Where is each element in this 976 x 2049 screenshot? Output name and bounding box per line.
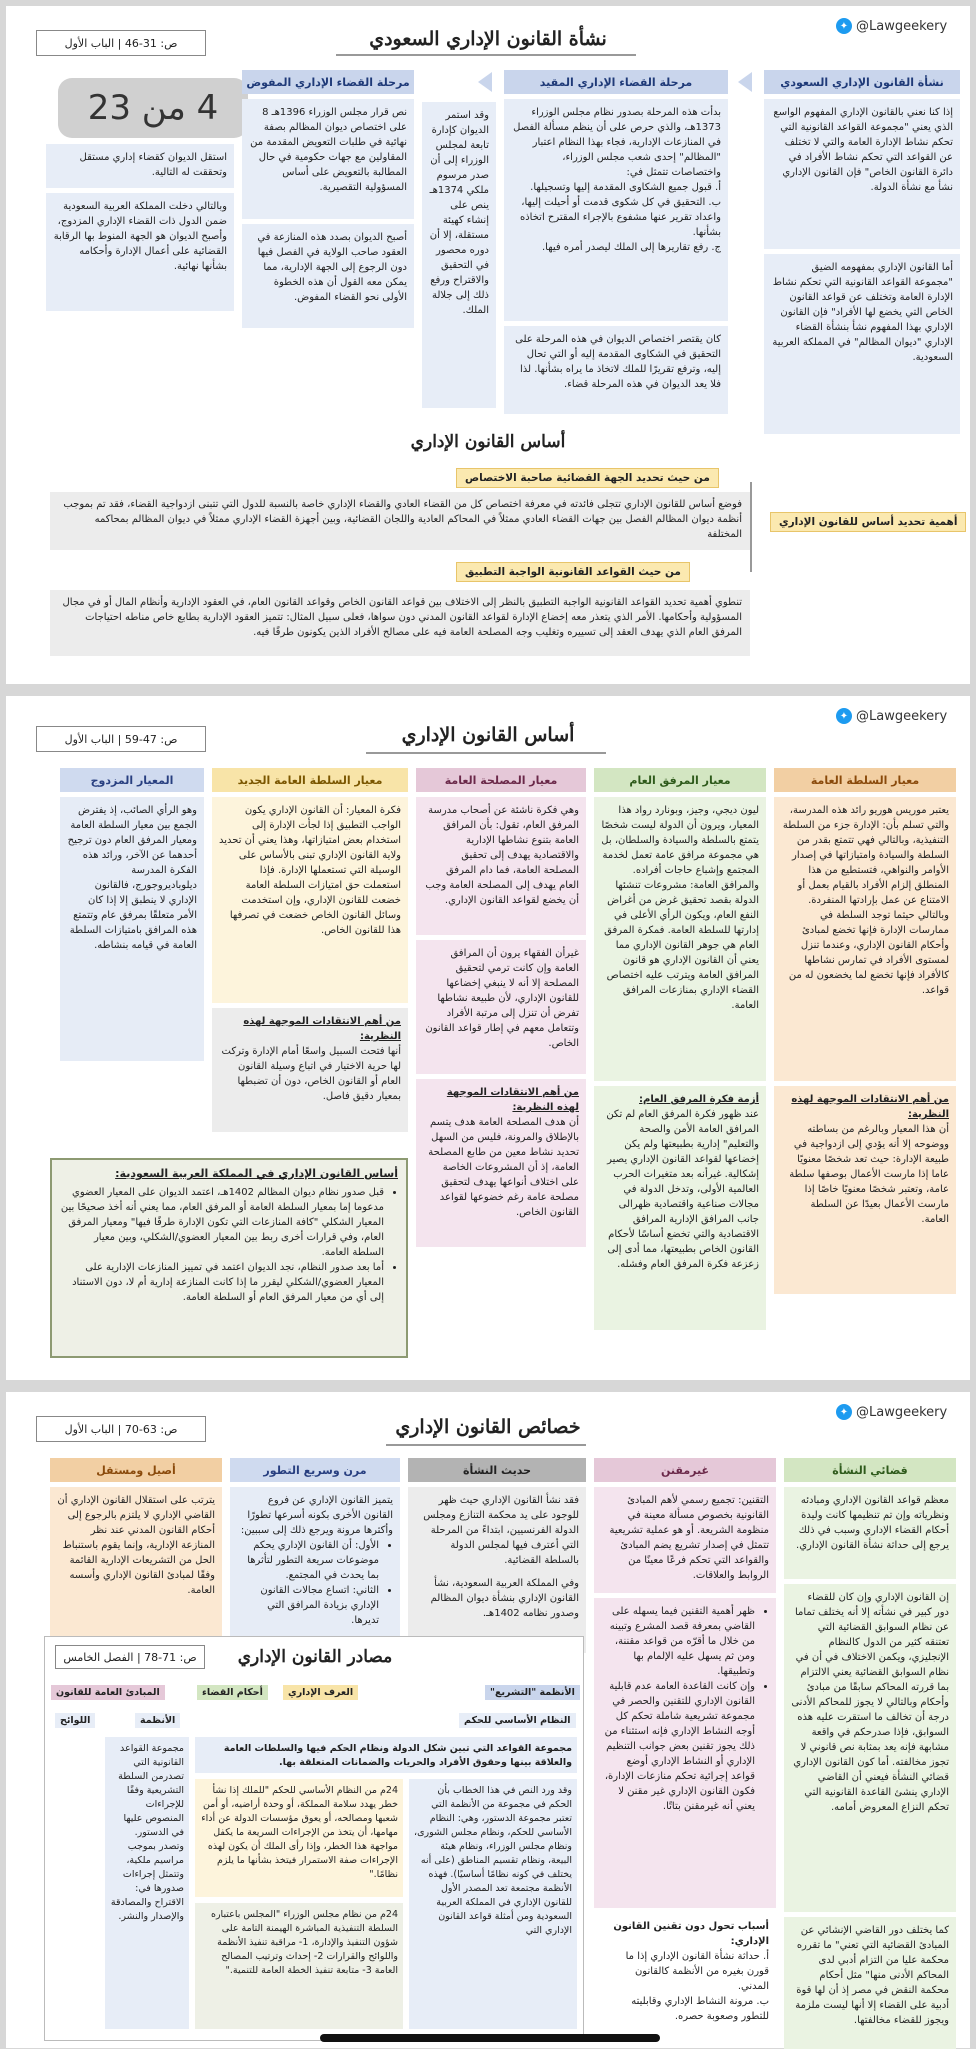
header-restricted: مرحلة القضاء الإداري المقيد (504, 70, 728, 94)
twitter-bird-icon: ✦ (836, 1404, 852, 1420)
header-uncodified: غيرمقنن (594, 1458, 776, 1482)
basic-law-definition: مجموعة القواعد التي تبين شكل الدولة ونظام الحكم فيها والسلطات العامة والعلاقة بينها وحقوق الأفراد والحريات والضمانات المتعلقة بها. (195, 1737, 577, 1773)
connector-line (750, 482, 752, 572)
brand-handle[interactable]: ✦ @Lawgeekery (836, 1404, 947, 1420)
arrow-left-icon (738, 72, 752, 92)
column-restricted (504, 70, 728, 414)
regulations-body: مجموعة القواعد القانونية التي تصدرمن السلطة التشريعية وفقًا للإجراءات المنصوص عليها في الدستور. وتصدر بموجب مراسيم ملكية، وتتمثل إجراءات صدورها في: الاقتراح والمصادقة والإصدار والنشر. (105, 1737, 189, 2029)
page-title: نشأة القانون الإداري السعودي (369, 28, 607, 50)
column-dual (60, 768, 204, 1061)
saudi-basis-box: أساس القانون الإداري في المملكة العربية السعودية: • قبل صدور نظام ديوان المظالم 1402هـ، اعتمد الديوان على المعيار العضوي مدعوما إما بمعيار السلطة العامة أو المرفق العام، مما يعني أنه أخذ صحيحًا بين المعيار الشكلي "كافة المنازعات التي تكون الإدارة طرفًا فيها" ومعيار المرفق العام، وفي قرارات أخرى ربط بين المعيار العضوي/الشكلي، وبين معيار السلطة العامة. • أما بعد صدور النظام، نجد الديوان اعتمد في تمييز المنازعات الإدارية على المعيار العضوي/الشكلي ليقرر ما إذا كانت المنازعة إدارية أم لا، دون الاستناد إلى أي من معيار المرفق العام أو السلطة العامة. (50, 1158, 408, 1358)
sources-panel (44, 1636, 584, 2041)
page-reference: ص: 47-59 | الباب الأول (36, 726, 206, 752)
restricted-body: بدأت هذه المرحلة بصدور نظام مجلس الوزراء 1373هـ، والذي حرص على أن ينظم مسألة الفصل في المنازعات الإدارية، فجاء بهذا النظام اعتبار "المظالم" إحدى شعب مجلس الوزراء، واختصاصات تتمثل في: أ. قبول جميع الشكاوى المقدمة إليها وتسجيلها. ب. التحقيق في كل شكوى قدمت أو أحيلت إليها، واعداد تقرير عنها مشفوع بالإجراء المقترح اتخاذه بشأنها. ج. رفع تقاريرها إلى الملك ليصدر أمره فيها. (504, 99, 728, 321)
header-public-interest: معيار المصلحة العامة (416, 768, 586, 792)
saudi-basis-item: • أما بعد صدور النظام، نجد الديوان اعتمد في تمييز المنازعات الإدارية على المعيار العضوي/الشكلي ليقرر ما إذا كانت المنازعة إدارية أم لا، دون الاستناد إلى أي من معيار المرفق العام أو السلطة العامة. (60, 1260, 384, 1305)
header-public-service: معيار المرفق العام (594, 768, 766, 792)
restricted-conclusion: كان يقتصر اختصاص الديوان في هذه المرحلة على التحقيق في الشكاوى المقدمة إليه أو التي تحال إليه، وترفع تقريرًا للملك لاتخاذ ما يراه بشأنها. لذا فلا يعد الديوان في هذه المرحلة قضاء. (504, 326, 728, 414)
uncodified-2: • ظهر أهمية التقنين فيما يسهله على القاضي بمعرفة قصد المشرع وتبينه من خلال ما أقرّه من قواعد مقننة، ومن ثم يسهل عليه الإلمام بها وتطبيقها. • وإن كانت القاعدة العامة عدم قابلية القانون الإداري للتقنين والحصر في مجموعة تشريعية شاملة تحكم كل أوجه النشاط الإداري فإنه استثناء من ذلك يجوز تقنين بعض جوانب التنظيم الإداري أو النشاط الإداري أوضع قواعد إجرائية تحكم منازعات الإدارة، فكون القانون الإداري غير مقنن لا يعني أنه غيرمقنن بتاتًا. (594, 1598, 776, 1908)
header-modern-origin: حديث النشأة (408, 1458, 586, 1482)
tag-jurisdiction: من حيث تحديد الجهة القضائية صاحبة الاختصاص (456, 468, 719, 488)
basis-title: أساس القانون الإداري (410, 432, 566, 452)
column-new-authority (212, 768, 408, 1132)
public-service-crisis: أزمة فكرة المرفق العام: عند ظهور فكرة المرفق العام لم تكن المرافق العامة الأمن والصحة والتعليم" إدارية بطبيعتها ولم يكن إخضاعها لقواعد القانون الإداري يصير إشكالية. غيرأنه بعد متغيرات الحرب العالمية الأولى، وتدخل الدولة في مجالات صناعية واقتصادية ظهرالى جانب المرافق الإدارية المرافق الاقتصادية والتي تخضع أساسًا لأحكام القانون الخاص بطبيعتها، مما أدى إلى زعزعة فكرة المرفق العام وفشله. (594, 1086, 766, 1330)
column-judicial-origin (784, 1458, 956, 2049)
column-uncodified (594, 1458, 776, 2022)
header-dual: المعيار المزدوج (60, 768, 204, 792)
page-1 (6, 6, 970, 684)
chip-regulations: الأنظمة (135, 1713, 180, 1728)
chip-bylaws: اللوائح (55, 1713, 95, 1728)
sources-reference: ص: 71-78 | الفصل الخامس (55, 1645, 205, 1669)
twitter-bird-icon: ✦ (836, 708, 852, 724)
public-interest-critique: من أهم الانتقادات الموجهة لهذه النظرية: أن هدف المصلحة العامة هدف يتسم بالإطلاق والمرونة، فليس من السهل تحديد نشاط معين من طابع المصلحة العامة، إذ أن المشروعات الخاصة على اختلاف أنواعها يهدف لتحقيق مصلحة عامة رغم خضوعها لقواعد القانون الخاص. (416, 1079, 586, 1247)
page-2 (6, 696, 970, 1380)
chip-custom: العرف الإداري (283, 1685, 358, 1700)
independent-2: وبالتالي دخلت المملكة العربية السعودية ضمن الدول ذات القضاء الإداري المزدوج، وأصبح الديوان هو الجهة المنوط بها الرقابة القضائية على أعمال الإدارة وأحكامه بشأنها نهائية. (46, 193, 234, 311)
header-independent: أصيل ومستقل (50, 1458, 222, 1482)
restricted-item: ج. رفع تقاريرها إلى الملك ليصدر أمره فيها. (542, 242, 721, 253)
flexible-body: يتميز القانون الإداري عن فروع القانون الأخرى بكونه أسرعها تطورًا وأكثرها مرونة ويرجع ذلك إلى سببين: • الأول: أن القانون الإداري يحكم موضوعات سريعة التطور لتأثرها بما يحدث في المجتمع. • الثاني: اتساع مجالات القانون الإداري بزيادة المرافق التي تديرها. (230, 1487, 400, 1653)
public-authority-body: يعتبر موريس هوريو رائد هذه المدرسة، والتي تسلم بأن: الإدارة جزء من السلطة التنفيذية، وبالتالي فهي تتمتع بقدر من السلطة والسيادة وامتيازاتها في إصدار الأوامر والنواهي، فتستطيع من هذا المنطلق إلزام الأفراد بالقيام بعمل أو الامتناع عن عمل بإرادتها المنفردة. وبالتالي حيثما توجد السلطة في ممارسات الإدارة فإنها تخضع لمبادئ وأحكام القانون الإداري، وعندما تنزل لمستوى الأفراد في تمارس نشاطها كالأفراد فإنها تخضع لما يخضعون له من قواعد. (774, 797, 956, 1081)
saudi-basis-item: • قبل صدور نظام ديوان المظالم 1402هـ، اعتمد الديوان على المعيار العضوي مدعوما إما بمعيار السلطة العامة أو المرفق العام، مما يعني أنه أخذ صحيحًا بين المعيار الشكلي "كافة المنازعات التي تكون الإدارة طرفًا فيها" ومعيار المرفق العام، وفي قرارات أخرى ربط بين المعيار العضوي/الشكلي، وبين معيار السلطة العامة. (60, 1185, 384, 1260)
chip-basic-law: النظام الأساسي للحكم (459, 1713, 576, 1728)
basic-law-body: وقد ورد النص في هذا الخطاب بأن الحكم في مجموعة من الأنظمة التي تعتبر مجموعة الدستور، وهي: النظام الأساسي للحكم، ونظام مجلس الشورى، ونظام مجلس الوزراء، ونظام هيئة البيعة، ونظام تقسيم المناطق (على أنه يختلف في كونه نظامًا أساسيًا). فهذه الأنظمة مجتمعة تعد المصدر الأول للقانون الإداري في المملكة العربية السعودية ومن أمثلة قواعد القانون الإداري التي (409, 1779, 577, 2029)
column-modern-origin (408, 1458, 586, 1653)
delegated-1: نص قرار مجلس الوزراء 1396هـ 8 على اختصاص ديوان المظالم بصفة نهائية في طلبات التعويض المقدمة من المقاولين مع جهات حكومية في حال المطالبة بالتعويض على أساس المسؤولية التقصيرية. (242, 99, 414, 219)
uncodified-1: التقنين: تجميع رسمي لأهم المبادئ القانونية بخصوص مسألة معينة في منظومة الشريعة. أو هو عملية تشريعية تتمثل في إصدار تشريع يضم المبادئ والقواعد التي تحكم فرعًا معينًا من الروابط والعلاقات. (594, 1487, 776, 1593)
column-public-interest (416, 768, 586, 1247)
basis-text-2: تنطوي أهمية تحديد القواعد القانونية الواجبة التطبيق بالنظر إلى الاختلاف بين قواعد القانون الخاص وقواعد القانون العام، في العقود الإدارية وأنظام المال أو في مجال المسؤولية وأحكامها. الأمر الذي يتعذر معه إخضاع الإدارة لقواعد القانون المدني دون سواها، فعلى سبيل المثال: تتميز العقود الإدارية بطابع خاص مناطه احتياجات المرفق العام الذي يهدف العقد إلى تسييره وتغليب وجه المصلحة العامة فيه على مصالح الأفراد الذين يكونون طرفًا فيه. (50, 590, 750, 656)
public-authority-critique: من أهم الانتقادات الموجهة لهذه النظرية: أن هذا المعيار وبالرغم من بساطته ووضوحه إلا أنه يؤدي إلى ازدواجية في طبيعة الإدارة: حيث تعد شخصًا معنويًا عاما إذا مارست الأعمال بوصفها سلطة عامة، وتعتبر شخصًا معنويًا خاصًا إذا مارست الأعمال بعيدًا عن السلطة العامة. (774, 1086, 956, 1294)
origin-broad: إذا كنا نعني بالقانون الإداري المفهوم الواسع الذي يعني "مجموعة القواعد القانونية التي تحكم نشاط الإدارة العامة والتي لا تختلف عن القواعد التي تحكم نشاط الأفراد في دائرة القانون الخاص" فإن القانون الإداري نشأ مع نشأة الدولة. (764, 99, 960, 249)
title-underline (366, 752, 606, 754)
uncodified-reasons: أسباب تحول دون تقنين القانون الإداري: أ. حداثة نشأة القانون الإداري إذا ما قورن بغيره من الأنظمة كالقانون المدني. ب. مرونة النشاط الإداري وقابليته للتطور وصعوبة حصره. (594, 1913, 776, 2015)
sources-title: مصادر القانون الإداري (237, 1647, 393, 1667)
delegated-2: أصبح الديوان بصدد هذه المنازعة في العقود صاحب الولاية في الفصل فيها دون الرجوع إلى الجهة الإدارية، مما يمكن معه القول أن هذه الخطوة الأولى نحو القضاء المفوض. (242, 224, 414, 328)
chip-legislation: الأنظمة "التشريع" (485, 1685, 580, 1700)
title-underline (386, 1444, 586, 1446)
home-indicator[interactable] (320, 2034, 660, 2042)
chip-rulings: أحكام القضاء (197, 1685, 268, 1700)
column-independent (46, 144, 234, 311)
column-delegated (242, 70, 414, 328)
header-new-authority: معيار السلطة العامة الجديد (212, 768, 408, 792)
page-counter-badge: 4 من 23 (58, 78, 248, 138)
brand-handle[interactable]: ✦ @Lawgeekery (836, 18, 947, 34)
chip-principles: المبادئ العامة للقانون (51, 1685, 165, 1700)
new-authority-body: فكرة المعيار: أن القانون الإداري يكون الواجب التطبيق إذا لجأت الإدارة إلى استخدام بعض امتيازاتها، وهذا يعني أن تحديد ولاية القانون الإداري تبنى بالأساس على الوسيلة التي تستعملها الإدارة. فإذا استعملت حق امتيازات السلطة العامة خضعت للقانون الإداري، وإن استخدمت وسائل القانون الخاص خضعت في تصرفها هذا للقانون الخاص. (212, 797, 408, 1003)
basis-text-1: فوضع أساس للقانون الإداري تتجلى فائدته في معرفة اختصاص كل من القضاء العادي والقضاء الإداري خاصة بالنسبة للدول التي تتبنى ازدواجية القضاء، فقد تم بموجب أنظمة ديوان المظالم الفصل بين جهات القضاء العادي ممثلاً في المحاكم العادية واللجان القضائية، وبين أجهزة القضاء الإداري ممثلاً في ديوان المظالم بمحاكمه المختلفة (50, 492, 750, 550)
column-public-authority (774, 768, 956, 1294)
column-independent (50, 1458, 222, 1653)
page-reference: ص: 63-70 | الباب الأول (36, 1416, 206, 1442)
basic-law-example-1: 24م من النظام الأساسي للحكم "للملك إذا نشأ خطر يهدد سلامة المملكة، أو وحدة أراضيه، أو أمن شعبها ومصالحه، أو يعوق مؤسسات الدولة عن أداء مهامها، أن يتخذ من الإجراءات السريعة ما يكفل مواجهة هذا الخطر، وإذا رأى الملك أن يكون لهذه الإجراءات صفة الاستمرار فيتخذ بشأنها ما يلزم نظامًا." (195, 1779, 403, 1897)
judicial-origin-1: معظم قواعد القانون الإداري ومبادئه ونظرياته وإن تم تنظيمها كانت وليدة أحكام القضاء الإداري وسبب في ذلك يرجع إلى حداثة نشأة القانون الإداري. (784, 1487, 956, 1579)
page-title: أساس القانون الإداري (401, 724, 575, 746)
independent-body: يترتب على استقلال القانون الإداري أن القاضي الإداري لا يلتزم بالرجوع إلى أحكام القانون المدني عند نظر المنازعة الإدارية، وإنما يقوم باستنباط الحل من التشريعات الإدارية القائمة وفقًا لمبادئ القانون الإداري وأسسه العامة. (50, 1487, 222, 1653)
column-origin (764, 70, 960, 434)
mid-body: وقد استمر الديوان كإدارة تابعة لمجلس الوزراء إلى أن صدر مرسوم ملكي 1374هـ ينص على إنشاء كهيئة مستقلة، إلا أن دوره محصور في التحقيق والاقتراح ورفع ذلك إلى جلالة الملك. (422, 102, 496, 408)
dual-body: وهو الرأي الصائب، إذ يفترض الجمع بين معيار السلطة العامة ومعيار المرفق العام دون ترجيح أحدهما عن الآخر، ورائد هذه الفكرة المدرسة ديلوباديروجورج، فالقانون الإداري لا ينطبق إلا إذا كان الأمر متعلقًا بمرفق عام وتتمتع هذه المرافق بامتيازات السلطة العامة في قيامه بنشاطه. (60, 797, 204, 1061)
new-authority-critique: من أهم الانتقادات الموجهة لهذه النظرية: أنها فتحت السبيل واسعًا أمام الإدارة وتركت لها حرية الاختيار في اتباع وسيلة القانون العام أو القانون الخاص، دون أن تضبطها بمعيار دقيق فاصل. (212, 1008, 408, 1132)
header-flexible: مرن وسريع التطور (230, 1458, 400, 1482)
origin-narrow: أما القانون الإداري بمفهومه الضيق "مجموعة القواعد القانونية التي تحكم نشاط الإدارة العامة وتختلف عن قواعد القانون الخاص التي يخضع لها الأفراد" فإن القانون الإداري بهذا المفهوم نشأ بنشأة القضاء الإداري "ديوان المظالم" في المملكة العربية السعودية. (764, 254, 960, 434)
header-origin: نشأة القانون الإداري السعودي (764, 70, 960, 94)
column-mid (422, 102, 496, 408)
basic-law-example-2: 24م من نظام مجلس الوزراء "المجلس باعتباره السلطة التنفيذية المباشرة الهيمنة التامة على شؤون التنفيذ والإدارة، 1- مراقبة تنفيذ الأنظمة واللوائح والقرارات 2- إحداث وترتيب المصالح العامة 3- متابعة تنفيذ الخطة العامة للتنمية." (195, 1903, 403, 2029)
header-delegated: مرحلة القضاء الإداري المفوض (242, 70, 414, 94)
public-interest-objection: غيرأن الفقهاء يرون أن المرافق العامة وإن كانت ترمي لتحقيق المصلحة إلا أنه لا ينبغي إخضاعها للقانون الإداري، لأن طبيعة نشاطها تفرض أن تنزل إلى مرتبة الأفراد وتتعامل معهم في إطار قواعد القانون الخاص. (416, 940, 586, 1074)
arrow-left-icon (478, 72, 492, 92)
column-public-service (594, 768, 766, 1330)
tag-importance: أهمية تحديد أساس للقانون الإداري (770, 512, 966, 532)
tag-applicable-rules: من حيث القواعد القانونية الواجبة التطبيق (456, 562, 690, 582)
restricted-item: أ. قبول جميع الشكاوى المقدمة إليها وتسجيلها. (530, 182, 721, 193)
twitter-bird-icon: ✦ (836, 18, 852, 34)
page-title: خصائص القانون الإداري (395, 1416, 581, 1438)
independent-1: استقل الديوان كقضاء إداري مستقل وتحققت له التالية. (46, 144, 234, 188)
page-reference: ص: 31-46 | الباب الأول (36, 30, 206, 56)
public-interest-body: وهي فكرة ناشئة عن أصحاب مدرسة المرفق العام، تقول: بأن المرافق العامة بتنوع نشاطها الإدارية والاقتصادية يهدف إلى تحقيق المصلحة العامة، فما دام المرفق العام يهدف إلى المصلحة العامة وجب أن يخضع لقواعد القانون الإداري. (416, 797, 586, 935)
judicial-origin-2: إن القانون الإداري وإن كان للقضاء دور كبير في نشأته إلا أنه يختلف تماما عن نظام السوابق القضائية التي تعتنقه كثير من الدول كالنظام الإنجليزي، ويكمن الاختلاف في أن في نظام السوابق القضائية يعني الالتزام بما قررته المحاكم سابقًا من مبادئ وأحكام وبالتالي لا يجوز للمحاكم الأدنى درجة أن تخالف ما استقرت عليه هذه السوابق، فإذا صدرحكم في واقعة مشابهة فإنه يعد بمثابة نص قانوني لا تجوز مخالفته. أما كون القانون الإداري قضائي النشأة فيعني أن القاضي الإداري ينشئ القاعدة القانونية التي تحكم النزاع المعروض أمامه. (784, 1584, 956, 1912)
restricted-item: ب. التحقيق في كل شكوى قدمت أو أحيلت إليها، واعداد تقرير عنها مشفوع بالإجراء المقترح اتخاذه بشأنها. (519, 197, 721, 238)
title-underline (336, 54, 636, 56)
header-public-authority: معيار السلطة العامة (774, 768, 956, 792)
judicial-origin-3: كما يختلف دور القاضي الإنشائي عن المبادئ القضائية التي تعني" ما تقرره محكمة عليا من التزام أدبي لدى المحاكم الأدنى منها" مثل أحكام محكمة النقض في مصر إذ أن لها قوة أدبية على القضاء إلا أنها ليست ملزمة ويجوز للقضاء مخالفتها. (784, 1917, 956, 2049)
public-service-body: ليون ديجي، وجيز، وبونارد رواد هذا المعيار، ويرون أن الدولة ليست شخصًا يتمتع بالسلطة والسيادة والسلطان، بل هي مجموعة مرافق عامة تعمل لخدمة المجتمع وإشباع حاجات أفراده. والمرافق العامة: مشروعات تنشئها الدولة بقصد تحقيق غرض من أغراض النفع العام، ويكون الرأي الأعلى في إدارتها للسلطة العامة. فمكرة المرفق العام هي جوهر القانون الإداري مما يعني أن القانون الإداري هو قانون المرافق العامة ويترتب عليه اختصاص القضاء الإداري بمنازعات المرافق العامة. (594, 797, 766, 1081)
modern-origin-body: فقد نشأ القانون الإداري حيث ظهر للوجود على يد محكمة التنازع ومجلس الدولة الفرنسيين، ابتداءً من المرحلة التي أعترف فيها لمجلس الدولة بالسلطة القضائية. وفي المملكة العربية السعودية، نشأ القانون الإداري بنشأة ديوان المظالم وصدور نظامه 1402هـ. (408, 1487, 586, 1653)
brand-handle[interactable]: ✦ @Lawgeekery (836, 708, 947, 724)
column-flexible (230, 1458, 400, 1653)
header-judicial-origin: قضائي النشأة (784, 1458, 956, 1482)
